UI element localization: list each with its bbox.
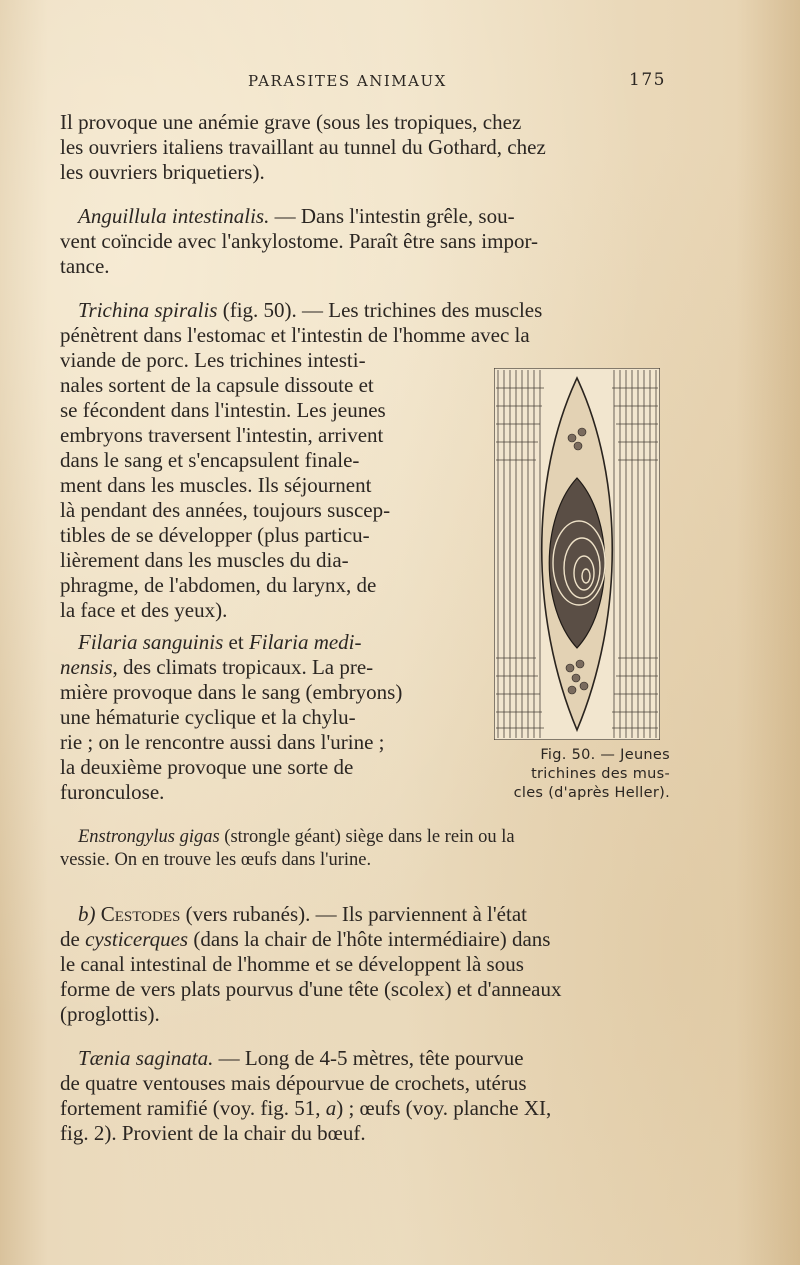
caption-line: Fig. 50. — Jeunes [540, 747, 670, 763]
text-fragment: , des climats tropicaux. La pre- [112, 655, 374, 679]
figure-50 [484, 362, 670, 802]
text-line: les ouvriers briquetiers). [60, 160, 265, 184]
text-line [60, 902, 666, 927]
species-name: nensis [60, 655, 113, 679]
section-label: b) [78, 902, 96, 926]
text-line [60, 298, 666, 323]
text-line: phragme, de l'abdomen, du larynx, de [60, 573, 377, 597]
text-line: de quatre ventouses mais dépourvue de crochets, utérus [60, 1071, 527, 1095]
text-line: rie ; on le rencontre aussi dans l'urine ; [60, 730, 385, 754]
text-line: là pendant des années, toujours suscep- [60, 498, 391, 522]
text-fragment: — Dans l'intestin grêle, sou- [269, 204, 515, 228]
term: a [325, 1096, 337, 1120]
text-line: embryons traversent l'intestin, arrivent [60, 423, 384, 447]
species-name: Enstrongylus gigas [78, 827, 220, 847]
text-line [60, 630, 472, 655]
text-line: tibles de se développer (plus particu- [60, 523, 370, 547]
text-line: ment dans les muscles. Ils séjournent [60, 473, 372, 497]
text-line [60, 1096, 666, 1121]
text-line: lièrement dans les muscles du dia- [60, 548, 349, 572]
text-line: les ouvriers italiens travaillant au tunnel du Gothard, chez [60, 135, 546, 159]
paragraph-anguillula [60, 204, 666, 279]
text-line: (proglottis). [60, 1002, 160, 1026]
text-line: furonculose. [60, 780, 165, 804]
page-number: 175 [629, 70, 666, 90]
text-line: vent coïncide avec l'ankylostome. Paraît être sans impor- [60, 229, 539, 253]
paragraph-enstrongylus [60, 826, 666, 872]
text-fragment: et [223, 630, 249, 654]
paragraph-cestodes [60, 902, 666, 1027]
text-line: une hématurie cyclique et la chylu- [60, 705, 356, 729]
text-fragment: — Long de 4-5 mètres, tête pourvue [213, 1046, 524, 1070]
text-line: fig. 2). Provient de la chair du bœuf. [60, 1121, 366, 1145]
paragraph-taenia [60, 1046, 666, 1146]
species-name: Anguillula intestinalis. [78, 204, 270, 228]
text-fragment: (dans la chair de l'hôte intermédiaire) dans [188, 927, 551, 951]
paragraph-anemia [60, 110, 666, 185]
text-line [60, 1046, 666, 1071]
figure-caption [484, 746, 670, 803]
text-line: la deuxième provoque une sorte de [60, 755, 354, 779]
species-name: Trichina spiralis [78, 298, 218, 322]
running-head-title: PARASITES ANIMAUX [248, 72, 447, 90]
text-line: pénètrent dans l'estomac et l'intestin de l'homme avec la [60, 323, 530, 347]
paragraph-trichina [60, 298, 666, 348]
text-fragment: (strongle géant) siège dans le rein ou la [219, 827, 515, 847]
text-line: forme de vers plats pourvus d'une tête (scolex) et d'anneaux [60, 977, 562, 1001]
text-line: se fécondent dans l'intestin. Les jeunes [60, 398, 386, 422]
species-name: Filaria medi- [248, 630, 362, 654]
section-heading: Cestodes [100, 902, 181, 926]
paragraph-filaria [60, 630, 472, 805]
text-line: dans le sang et s'encapsulent finale- [60, 448, 360, 472]
text-line: tance. [60, 254, 110, 278]
text-fragment: de [60, 927, 86, 951]
text-fragment: ) ; œufs (voy. planche XI, [336, 1096, 552, 1120]
species-name: Tænia saginata. [78, 1046, 214, 1070]
text-line [60, 655, 472, 680]
text-fragment: (fig. 50). — Les trichines des muscles [217, 298, 543, 322]
caption-line: cles (d'après Heller). [513, 785, 670, 801]
text-line: la face et des yeux). [60, 598, 228, 622]
paragraph-trichina-narrow [60, 348, 472, 623]
text-line [60, 826, 666, 849]
text-line: Il provoque une anémie grave (sous les tropiques, chez [60, 110, 522, 134]
text-line [60, 927, 666, 952]
text-line: nales sortent de la capsule dissoute et [60, 373, 374, 397]
text-line: vessie. On en trouve les œufs dans l'urine. [60, 850, 372, 870]
running-head [60, 66, 666, 96]
caption-line: trichines des mus- [531, 766, 670, 782]
term: cysticerques [85, 927, 189, 951]
text-line: le canal intestinal de l'homme et se développent là sous [60, 952, 524, 976]
trichina-cyst-illustration-icon [494, 368, 660, 740]
text-fragment: (vers rubanés). — Ils parviennent à l'état [180, 902, 527, 926]
text-line: mière provoque dans le sang (embryons) [60, 680, 403, 704]
text-line: viande de porc. Les trichines intesti- [60, 348, 366, 372]
text-line [60, 204, 666, 229]
species-name: Filaria sanguinis [78, 630, 224, 654]
text-fragment: fortement ramifié (voy. fig. 51, [60, 1096, 326, 1120]
